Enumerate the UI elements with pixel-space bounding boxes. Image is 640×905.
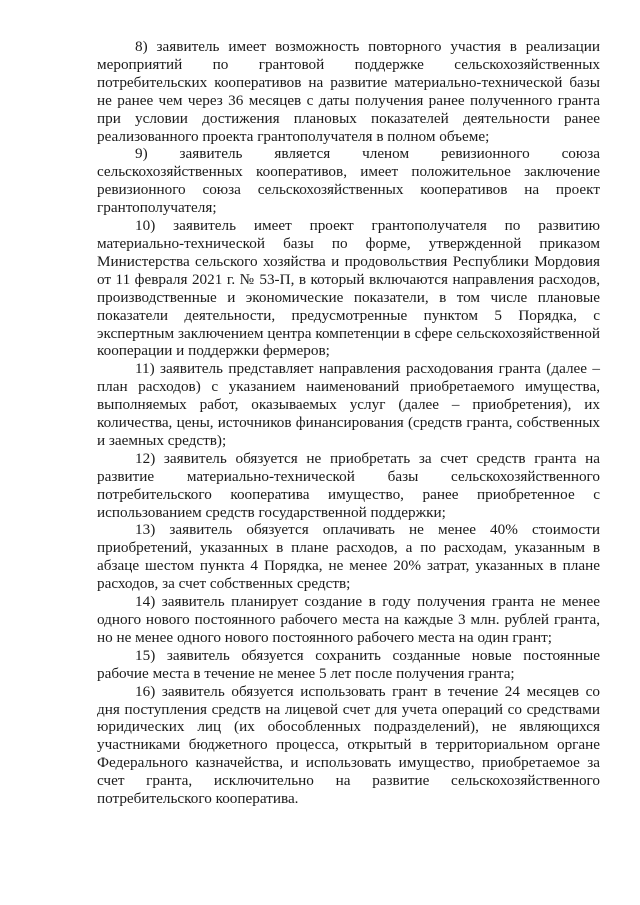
paragraph-item-9: 9) заявитель является членом ревизионного союза сельскохозяйственных кооперативов, имеет положительное заключение ревизионного союза сельскохозяйственных кооперативов на проект грантополучателя; [97,145,600,217]
paragraph-item-16: 16) заявитель обязуется использовать грант в течение 24 месяцев со дня поступления средств на лицевой счет для учета операций со средствами юридических лиц (их обособленных подразделений), не являющихся участниками бюджетного процесса, открытый в территориальном органе Федерального казначейства, и использовать имущество, приобретаемое за счет гранта, исключительно на развитие сельскохозяйственного потребительского кооператива. [97,682,600,808]
paragraph-item-13: 13) заявитель обязуется оплачивать не менее 40% стоимости приобретений, указанных в плане расходов, а по расходам, указанным в абзаце шестом пункта 4 Порядка, не менее 20% затрат, указанных в плане расходов, за счет собственных средств; [97,521,600,593]
document-page [97,38,600,808]
paragraph-item-14: 14) заявитель планирует создание в году получения гранта не менее одного нового постоянного рабочего места на каждые 3 млн. рублей гранта, но не менее одного нового постоянного рабочего места на один грант; [97,593,600,646]
paragraph-item-12: 12) заявитель обязуется не приобретать за счет средств гранта на развитие материально-технической базы сельскохозяйственного потребительского кооператива имущество, ранее приобретенное с использованием средств государственной поддержки; [97,449,600,521]
paragraph-item-11: 11) заявитель представляет направления расходования гранта (далее – план расходов) с указанием наименований приобретаемого имущества, выполняемых работ, оказываемых услуг (далее – приобретения), их количества, цены, источников финансирования (средств гранта, собственных и заемных средств); [97,360,600,449]
paragraph-item-15: 15) заявитель обязуется сохранить созданные новые постоянные рабочие места в течение не менее 5 лет после получения гранта; [97,646,600,682]
paragraph-item-8: 8) заявитель имеет возможность повторного участия в реализации мероприятий по грантовой поддержке сельскохозяйственных потребительских кооперативов на развитие материально-технической базы не ранее чем через 36 месяцев с даты получения ранее полученного гранта при условии достижения плановых показателей деятельности ранее реализованного проекта грантополучателя в полном объеме; [97,38,600,145]
paragraph-item-10: 10) заявитель имеет проект грантополучателя по развитию материально-технической базы по форме, утвержденной приказом Министерства сельского хозяйства и продовольствия Республики Мордовия от 11 февраля 2021 г. № 53-П, в который включаются направления расходов, производственные и экономические показатели, в том числе плановые показатели деятельности, предусмотренные пунктом 5 Порядка, с экспертным заключением центра компетенции в сфере сельскохозяйственной кооперации и поддержки фермеров; [97,217,600,360]
